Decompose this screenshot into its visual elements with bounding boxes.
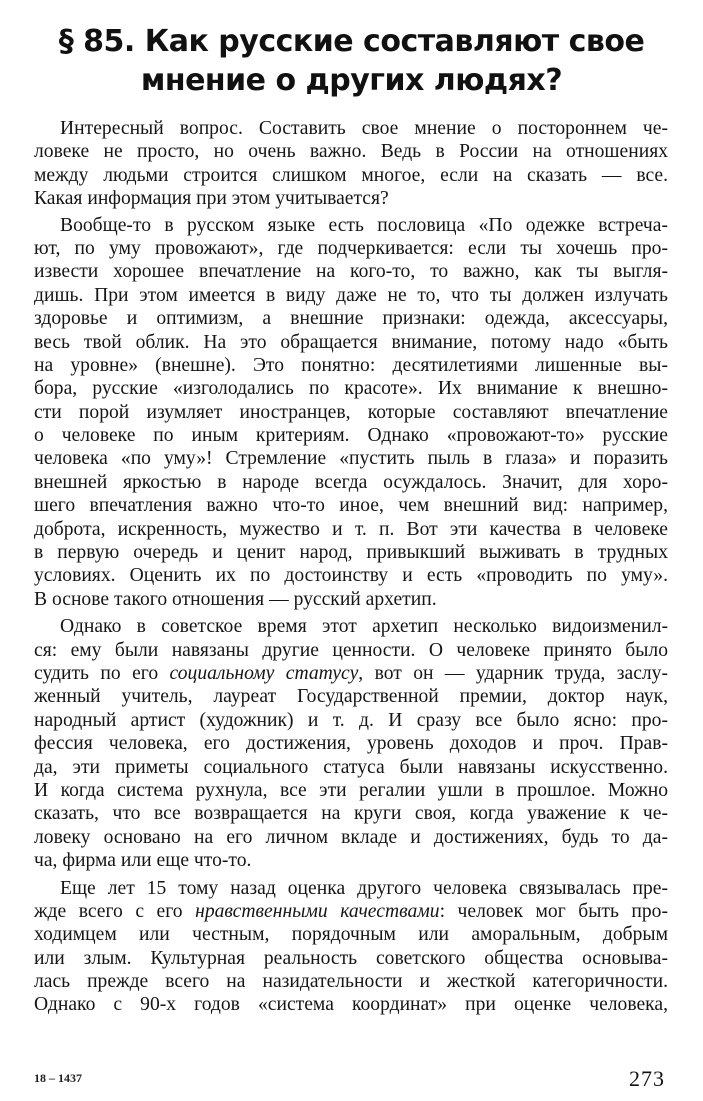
text-line: ловеку основано на его личном вкладе и достижениях, будь то да- xyxy=(34,826,668,848)
paragraph-4 xyxy=(34,877,668,1017)
text-line: женный учитель, лауреат Государственной премии, доктор наук, xyxy=(34,686,668,708)
text-line xyxy=(34,900,668,923)
text-line: на уровне» (внешне). Это понятно: десятилетиями лишенные вы- xyxy=(34,354,668,376)
text-line: бора, русские «изголодались по красоте». Их внимание к внешно- xyxy=(34,378,668,400)
text-line: здоровье и оптимизм, а внешние признаки: одежда, аксессуары, xyxy=(34,308,668,330)
text-line: шего впечатления важно что-то иное, чем внешний вид: например, xyxy=(34,495,668,517)
text-line: Интересный вопрос. Составить свое мнение о постороннем че- xyxy=(60,118,668,139)
heading-line-1: § 85. Как русские составляют свое xyxy=(58,24,645,59)
section-heading xyxy=(0,22,703,100)
text-line: весь твой облик. На это обращается внимание, потому надо «быть xyxy=(34,331,668,353)
emphasis-text: нравственными качествами xyxy=(195,900,440,922)
text-line: или злым. Культурная реальность советского общества основыва- xyxy=(34,947,668,969)
text-line xyxy=(34,662,668,685)
text-line: доброта, искренность, мужество и т. п. Вот эти качества в человеке xyxy=(34,518,668,540)
paragraph-1 xyxy=(34,117,668,211)
text-run: судить по его xyxy=(34,662,170,684)
printer-signature: 18 – 1437 xyxy=(34,1071,82,1085)
text-line: Вообще-то в русском языке есть пословица «По одежке встреча- xyxy=(60,214,668,236)
text-line: да, эти приметы социального статуса были навязаны искусственно. xyxy=(34,756,668,778)
text-line: фессия человека, его достижения, уровень доходов и проч. Прав- xyxy=(34,733,668,755)
text-run: , вот он — ударник труда, заслу- xyxy=(358,662,668,684)
text-line: извести хорошее впечатление на кого-то, то важно, как ты выгля- xyxy=(34,261,668,283)
page-number: 273 xyxy=(629,1066,665,1091)
text-line: внешней яркостью в народе всегда осуждалось. Значит, для хоро- xyxy=(34,471,668,493)
paragraph-3 xyxy=(34,615,668,872)
text-run: : человек мог быть про- xyxy=(439,900,668,922)
text-line: сказать, что все возвращается на круги своя, когда уважение к че- xyxy=(34,803,668,825)
text-line: Еще лет 15 тому назад оценка другого человека связывалась пре- xyxy=(60,877,668,899)
text-line: ют, по уму провожают», где подчеркивается: если ты хочешь про- xyxy=(34,237,668,259)
text-line: лась прежде всего на назидательности и жесткой категоричности. xyxy=(34,971,668,993)
text-line: о человеке по иным критериям. Однако «провожают-то» русские xyxy=(34,425,668,447)
text-line: народный артист (художник) и т. д. И сразу все было ясно: про- xyxy=(34,709,668,731)
text-run: жде всего с его xyxy=(34,900,196,922)
text-line: дишь. При этом имеется в виду даже не то, что ты должен излучать xyxy=(34,284,668,306)
text-line: Однако в советское время этот архетип несколько видоизменил- xyxy=(60,616,668,638)
heading-line-2: мнение о других людях? xyxy=(140,63,563,98)
text-line: ся: ему были навязаны другие ценности. О человеке принято было xyxy=(34,639,668,661)
text-line: человека «по уму»! Стремление «пустить пыль в глаза» и поразить xyxy=(34,448,668,470)
text-line: В основе такого отношения — русский архетип. xyxy=(34,588,437,610)
text-line: сти порой изумляет иностранцев, которые составляют впечатление xyxy=(34,401,668,423)
text-line: ловеке не просто, но очень важно. Ведь в России на отношениях xyxy=(34,141,668,163)
text-line: в первую очередь и ценит народ, привыкший выживать в трудных xyxy=(34,542,668,564)
text-line: Какая информация при этом учитывается? xyxy=(34,188,389,210)
emphasis-text: социальному статусу xyxy=(169,662,359,684)
text-line: условиях. Оценить их по достоинству и есть «проводить по уму». xyxy=(34,565,668,587)
body-text xyxy=(34,117,668,1017)
paragraph-2 xyxy=(34,214,668,612)
text-line: И когда система рухнула, все эти регалии ушли в прошлое. Можно xyxy=(34,779,668,801)
text-line: ходимцем или честным, порядочным или аморальным, добрым xyxy=(34,924,668,946)
text-line: ча, фирма или еще что-то. xyxy=(34,850,252,872)
text-line: Однако с 90-х годов «система координат» при оценке человека, xyxy=(34,994,668,1016)
text-line: между людьми строится слишком многое, если на сказать — все. xyxy=(34,164,668,186)
